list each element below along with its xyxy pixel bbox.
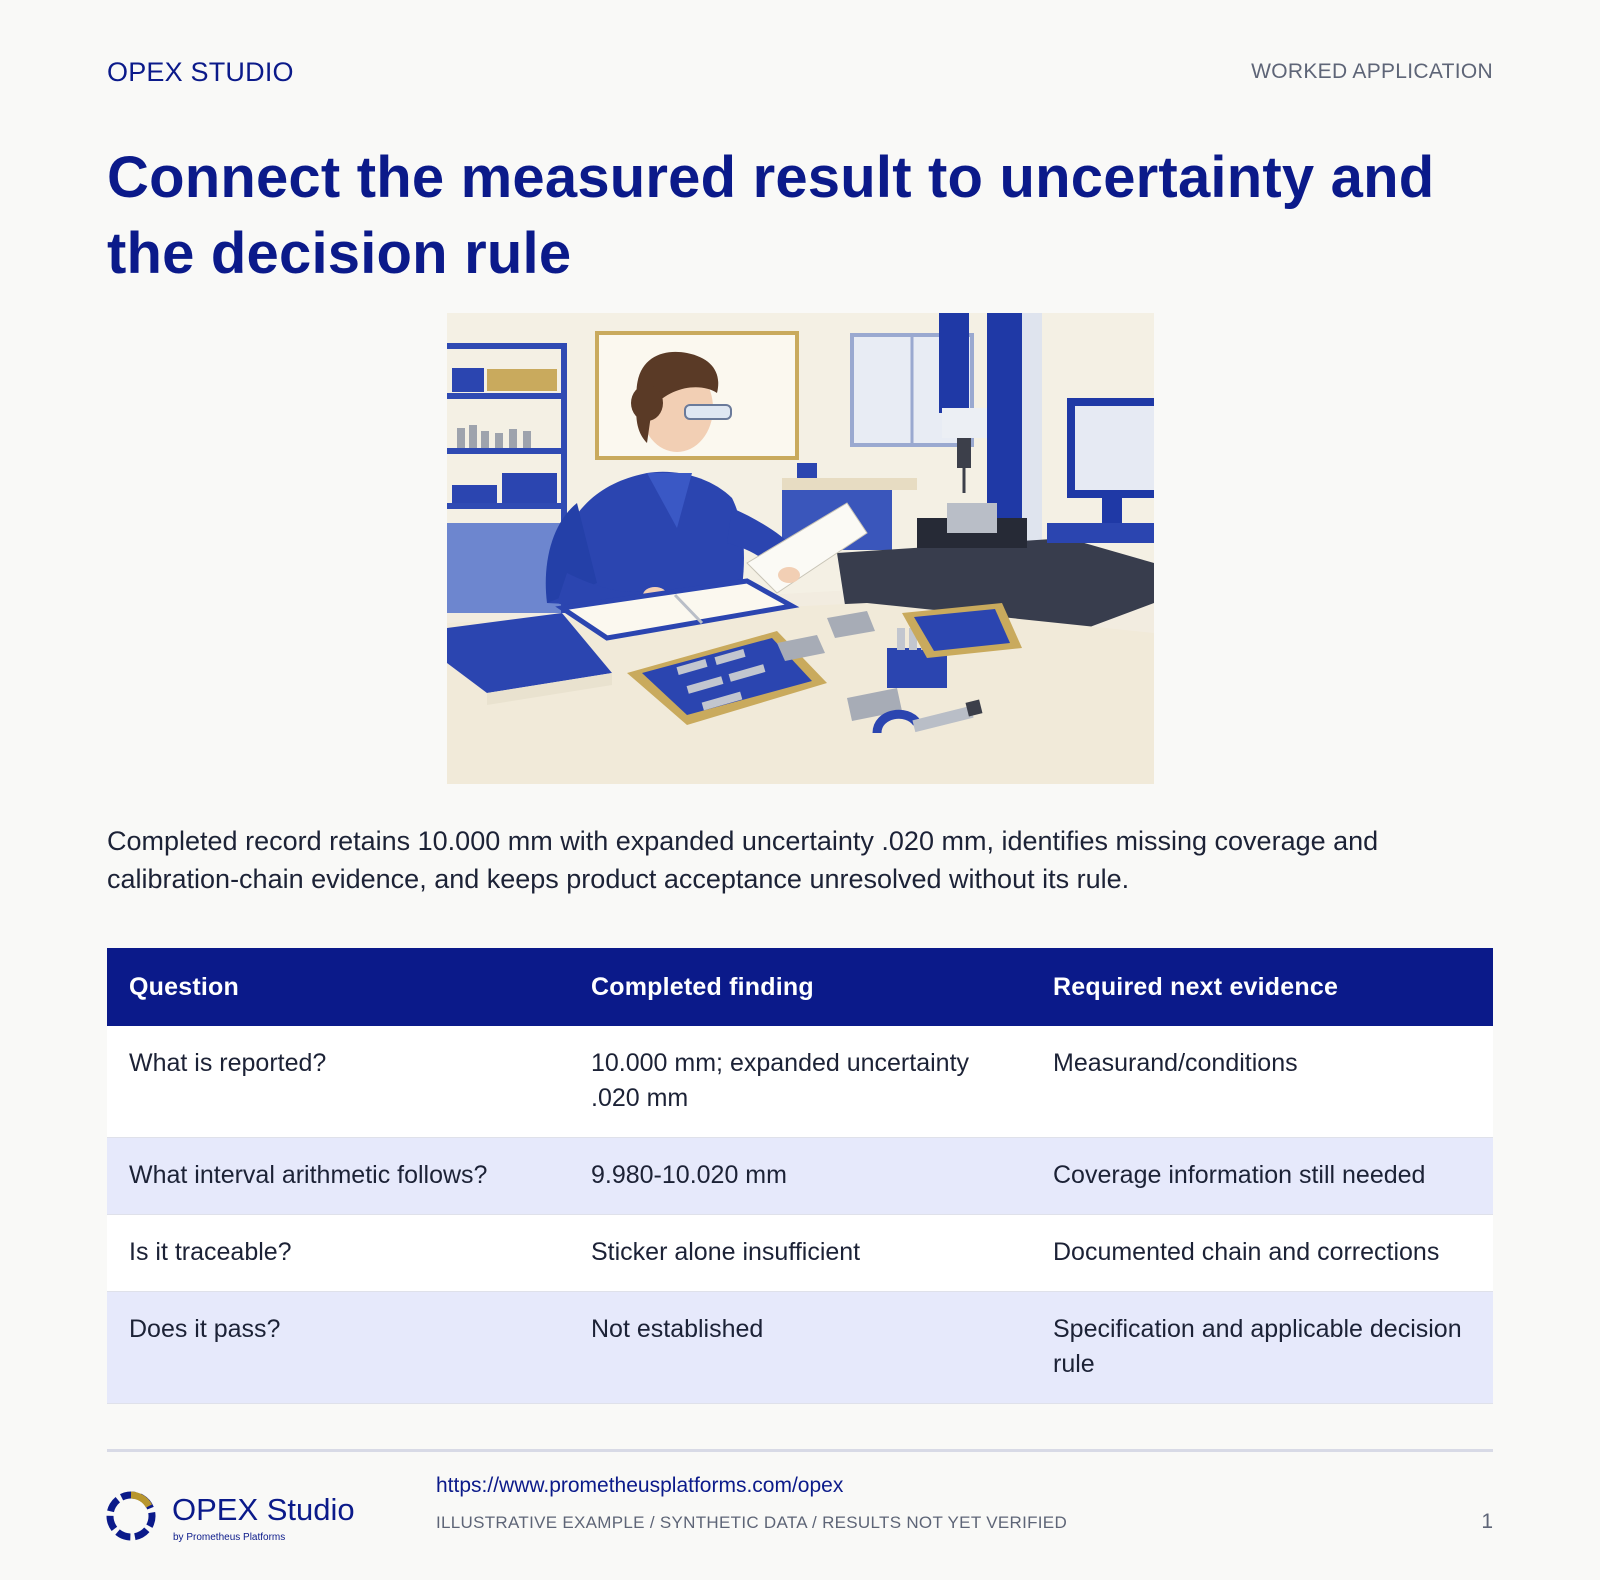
table-cell: Documented chain and corrections	[1031, 1215, 1493, 1292]
table-header-row	[107, 948, 1493, 1026]
findings-table	[107, 948, 1493, 1404]
column-header-required-next-evidence: Required next evidence	[1031, 948, 1493, 1026]
table-row	[107, 1026, 1493, 1138]
table-cell: Is it traceable?	[107, 1215, 569, 1292]
table-cell: Specification and applicable decision rule	[1031, 1292, 1493, 1404]
page-title: Connect the measured result to uncertainty and the decision rule	[107, 145, 1435, 286]
footer-logo	[105, 1488, 365, 1548]
table-cell: Does it pass?	[107, 1292, 569, 1404]
table-row	[107, 1292, 1493, 1404]
table-cell: Not established	[569, 1292, 1031, 1404]
logo-byline: by Prometheus Platforms	[173, 1532, 286, 1543]
section-label: WORKED APPLICATION	[1251, 60, 1493, 83]
logo-ring-icon	[105, 1490, 157, 1542]
summary-text: Completed record retains 10.000 mm with expanded uncertainty .020 mm, identifies missing coverage and calibration-chain evidence, and keeps product acceptance unresolved without its rule.	[107, 826, 1379, 894]
table-row	[107, 1138, 1493, 1215]
footer-divider	[107, 1449, 1493, 1452]
table-cell: 9.980-10.020 mm	[569, 1138, 1031, 1215]
table-cell: Coverage information still needed	[1031, 1138, 1493, 1215]
page-number: 1	[1481, 1510, 1493, 1533]
page-header	[107, 52, 1493, 92]
footer-url-link[interactable]: https://www.prometheusplatforms.com/opex	[436, 1474, 844, 1497]
lab-illustration	[447, 313, 1154, 784]
footer-disclaimer: ILLUSTRATIVE EXAMPLE / SYNTHETIC DATA / RESULTS NOT YET VERIFIED	[436, 1513, 1068, 1532]
brand-name: OPEX STUDIO	[107, 56, 294, 87]
column-header-question: Question	[107, 948, 569, 1026]
table-cell: What interval arithmetic follows?	[107, 1138, 569, 1215]
table-row	[107, 1215, 1493, 1292]
table-cell: What is reported?	[107, 1026, 569, 1138]
column-header-completed-finding: Completed finding	[569, 948, 1031, 1026]
table-cell: Measurand/conditions	[1031, 1026, 1493, 1138]
table-cell: Sticker alone insufficient	[569, 1215, 1031, 1292]
table-cell: 10.000 mm; expanded uncertainty .020 mm	[569, 1026, 1031, 1138]
logo-wordmark: OPEX Studio	[172, 1492, 355, 1527]
